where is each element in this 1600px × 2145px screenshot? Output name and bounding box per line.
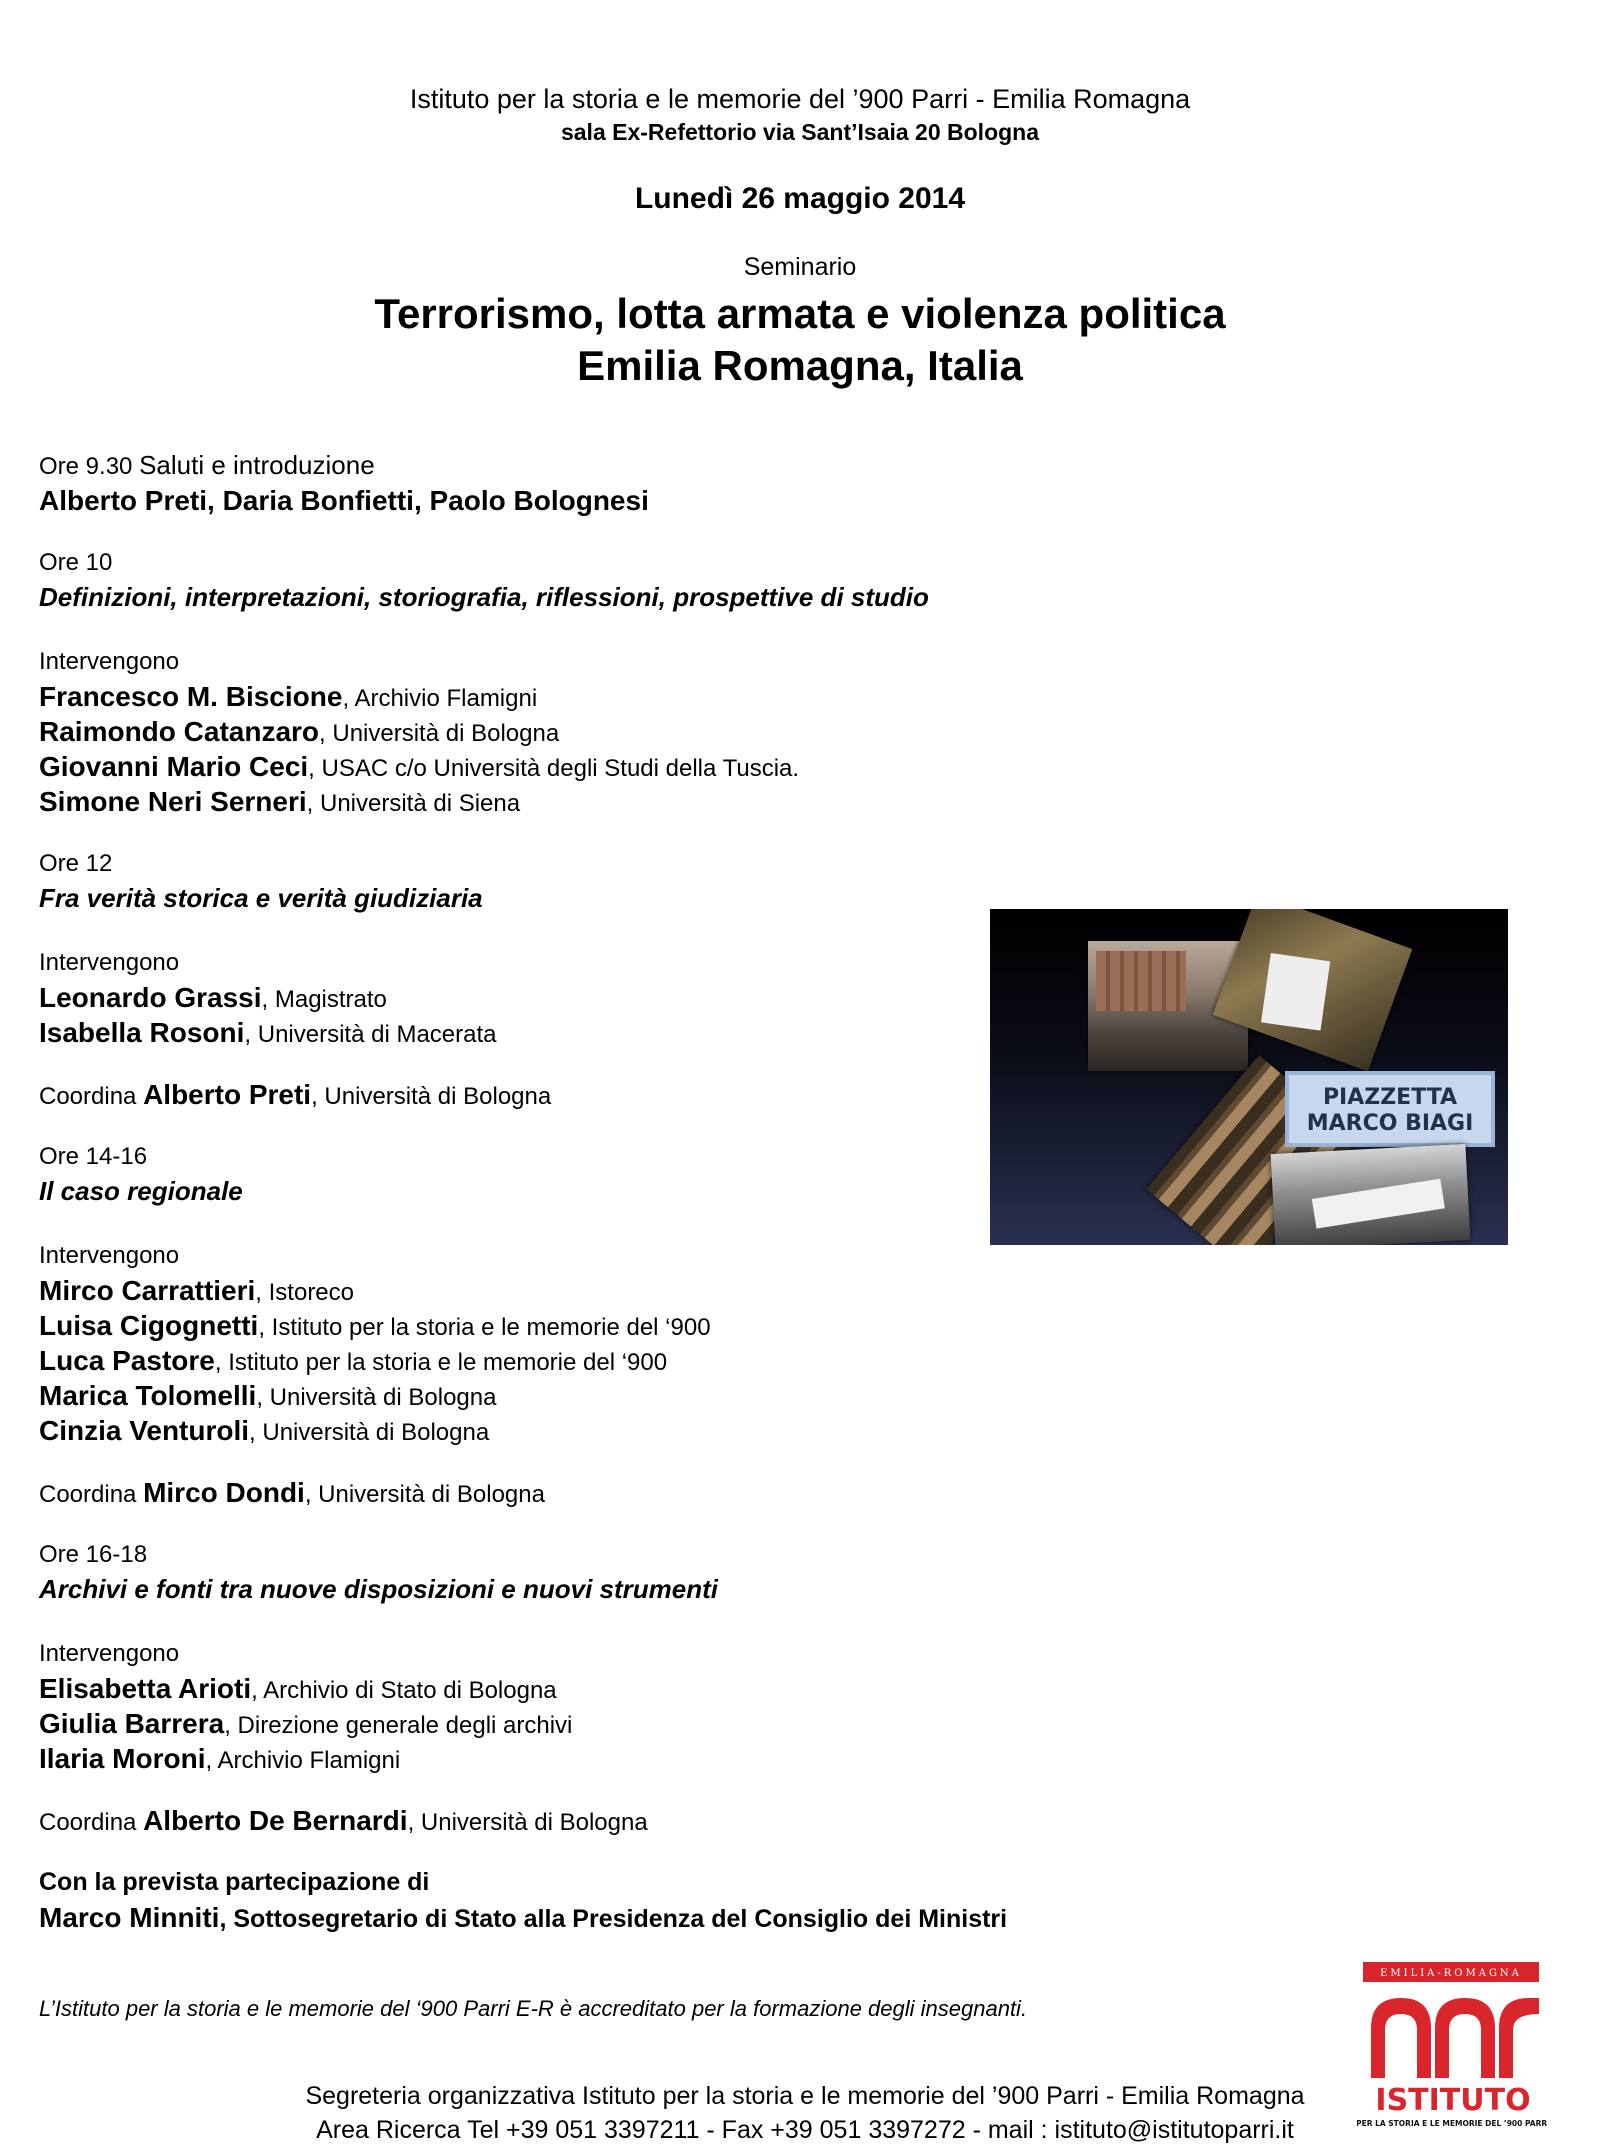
speaker-affiliation: , Magistrato	[261, 986, 387, 1013]
speaker-name: Luisa Cigognetti	[39, 1310, 259, 1341]
speaker-affiliation: , Università di Bologna	[319, 720, 560, 747]
photo-march-banner	[1271, 1144, 1471, 1245]
coordinator-affiliation: , Università di Bologna	[311, 1083, 552, 1110]
speaker-affiliation: , Università di Bologna	[249, 1419, 490, 1446]
speaker-affiliation: , Università di Siena	[306, 790, 521, 817]
speaker-affiliation: , Istituto per la storia e le memorie del ‘900	[214, 1349, 668, 1376]
session-label: Saluti e introduzione	[139, 450, 375, 480]
event-date: Lunedì 26 maggio 2014	[634, 182, 966, 215]
venue: sala Ex-Refettorio via Sant’Isaia 20 Bologna	[560, 119, 1040, 145]
session-topic: Archivi e fonti tra nuove disposizioni e nuovi strumenti	[39, 1574, 718, 1604]
speaker-name: Leonardo Grassi	[39, 982, 262, 1013]
session-topic: Definizioni, interpretazioni, storiografia, riflessioni, prospettive di studio	[39, 582, 929, 612]
speaker-row	[39, 784, 1039, 819]
program	[39, 448, 1039, 1935]
coordinator-name: Alberto Preti	[143, 1079, 312, 1110]
speaker-name: Marica Tolomelli	[39, 1380, 257, 1411]
coordinator-label: Coordina	[39, 1481, 144, 1508]
accreditation-note: L’Istituto per la storia e le memorie del ‘900 Parri E-R è accreditato per la formazione degli insegnanti.	[39, 1996, 1028, 2021]
speaker-row	[39, 1378, 1039, 1413]
speaker-row	[39, 1273, 1039, 1308]
speaker-affiliation: , Archivio Flamigni	[342, 685, 538, 712]
speaker-name: Mirco Carrattieri	[39, 1275, 256, 1306]
session-time: Ore 10	[39, 549, 113, 576]
opening-speakers: Alberto Preti, Daria Bonfietti, Paolo Bolognesi	[39, 485, 649, 516]
intervengono-label: Intervengono	[39, 648, 180, 675]
logo-subtitle: PER LA STORIA E LE MEMORIE DEL ’900 PARRI	[1357, 2119, 1547, 2128]
street-sign	[1285, 1071, 1495, 1147]
speaker-name: Giulia Barrera	[39, 1708, 225, 1739]
sign-line1: PIAZZETTA	[1322, 1085, 1458, 1110]
coordinator-affiliation: , Università di Bologna	[304, 1481, 545, 1508]
session-time: Ore 9.30	[39, 453, 133, 480]
sign-line2: MARCO BIAGI	[1306, 1111, 1474, 1136]
logo-word: ISTITUTO	[1375, 2083, 1531, 2118]
session-time-line	[39, 448, 1039, 483]
participation-row	[39, 1900, 1039, 1935]
speaker-row	[39, 714, 1039, 749]
coordinator-name: Alberto De Bernardi	[143, 1805, 408, 1836]
logo-region: EMILIA-ROMAGNA	[1380, 1968, 1522, 1979]
coordinator-row	[39, 1475, 1039, 1510]
intervengono-label: Intervengono	[39, 949, 180, 976]
coordinator-name: Mirco Dondi	[143, 1477, 305, 1508]
coordinator-row	[39, 1803, 1039, 1838]
speaker-row	[39, 1706, 1039, 1741]
session-time: Ore 14-16	[39, 1143, 148, 1170]
speaker-row	[39, 1015, 1039, 1050]
participation-intro: Con la prevista partecipazione di	[39, 1868, 430, 1896]
speaker-name: Elisabetta Arioti	[39, 1673, 252, 1704]
intervengono-label: Intervengono	[39, 1242, 180, 1269]
speaker-row	[39, 1741, 1039, 1776]
session-time: Ore 12	[39, 850, 113, 877]
speaker-row	[39, 1343, 1039, 1378]
session-time: Ore 16-18	[39, 1541, 148, 1568]
footer-contacts: Area Ricerca Tel +39 051 3397211 - Fax +39 051 3397272 - mail : istituto@istitutoparri.it	[316, 2116, 1294, 2144]
speaker-affiliation: , Istoreco	[255, 1279, 355, 1306]
speaker-affiliation: , Archivio Flamigni	[205, 1747, 401, 1774]
speaker-name: Giovanni Mario Ceci	[39, 751, 309, 782]
speaker-name: Isabella Rosoni	[39, 1017, 245, 1048]
speaker-row	[39, 679, 1039, 714]
institute-name: Istituto per la storia e le memorie del ’900 Parri - Emilia Romagna	[409, 84, 1191, 114]
participant-name: Marco Minniti	[39, 1902, 220, 1933]
speaker-affiliation: , Archivio di Stato di Bologna	[251, 1677, 557, 1704]
coordinator-label: Coordina	[39, 1083, 144, 1110]
speaker-row	[39, 1413, 1039, 1448]
speaker-affiliation: , Istituto per la storia e le memorie del ‘900	[258, 1314, 711, 1341]
istituto-logo-icon	[1357, 1958, 1547, 2133]
footer-secretariat: Segreteria organizzativa Istituto per la storia e le memorie del ’900 Parri - Emilia Romagna	[305, 2082, 1305, 2110]
speaker-affiliation: , Direzione generale degli archivi	[224, 1712, 573, 1739]
participant-role: , Sottosegretario di Stato alla Presidenza del Consiglio dei Ministri	[219, 1905, 1008, 1933]
session-topic: Il caso regionale	[39, 1176, 243, 1206]
speaker-name: Simone Neri Serneri	[39, 786, 307, 817]
photo-collage	[990, 909, 1508, 1245]
speaker-row	[39, 1671, 1039, 1706]
coordinator-affiliation: , Università di Bologna	[407, 1809, 648, 1836]
speaker-affiliation: , USAC c/o Università degli Studi della Tuscia.	[308, 755, 800, 782]
intervengono-label: Intervengono	[39, 1640, 180, 1667]
speaker-name: Cinzia Venturoli	[39, 1415, 250, 1446]
speaker-name: Francesco M. Biscione	[39, 681, 343, 712]
speaker-row	[39, 749, 1039, 784]
speaker-name: Raimondo Catanzaro	[39, 716, 320, 747]
istituto-parri-logo	[1357, 1958, 1547, 2133]
speaker-row	[39, 980, 1039, 1015]
speaker-row	[39, 1308, 1039, 1343]
event-type: Seminario	[743, 253, 857, 281]
coordinator-row	[39, 1077, 1039, 1112]
coordinator-label: Coordina	[39, 1809, 144, 1836]
seminar-title-line1: Terrorismo, lotta armata e violenza politica	[374, 290, 1226, 337]
seminar-title-line2: Emilia Romagna, Italia	[577, 342, 1023, 389]
speaker-affiliation: , Università di Bologna	[256, 1384, 497, 1411]
speaker-name: Ilaria Moroni	[39, 1743, 206, 1774]
session-topic: Fra verità storica e verità giudiziaria	[39, 883, 483, 913]
speaker-name: Luca Pastore	[39, 1345, 215, 1376]
speaker-affiliation: , Università di Macerata	[244, 1021, 497, 1048]
